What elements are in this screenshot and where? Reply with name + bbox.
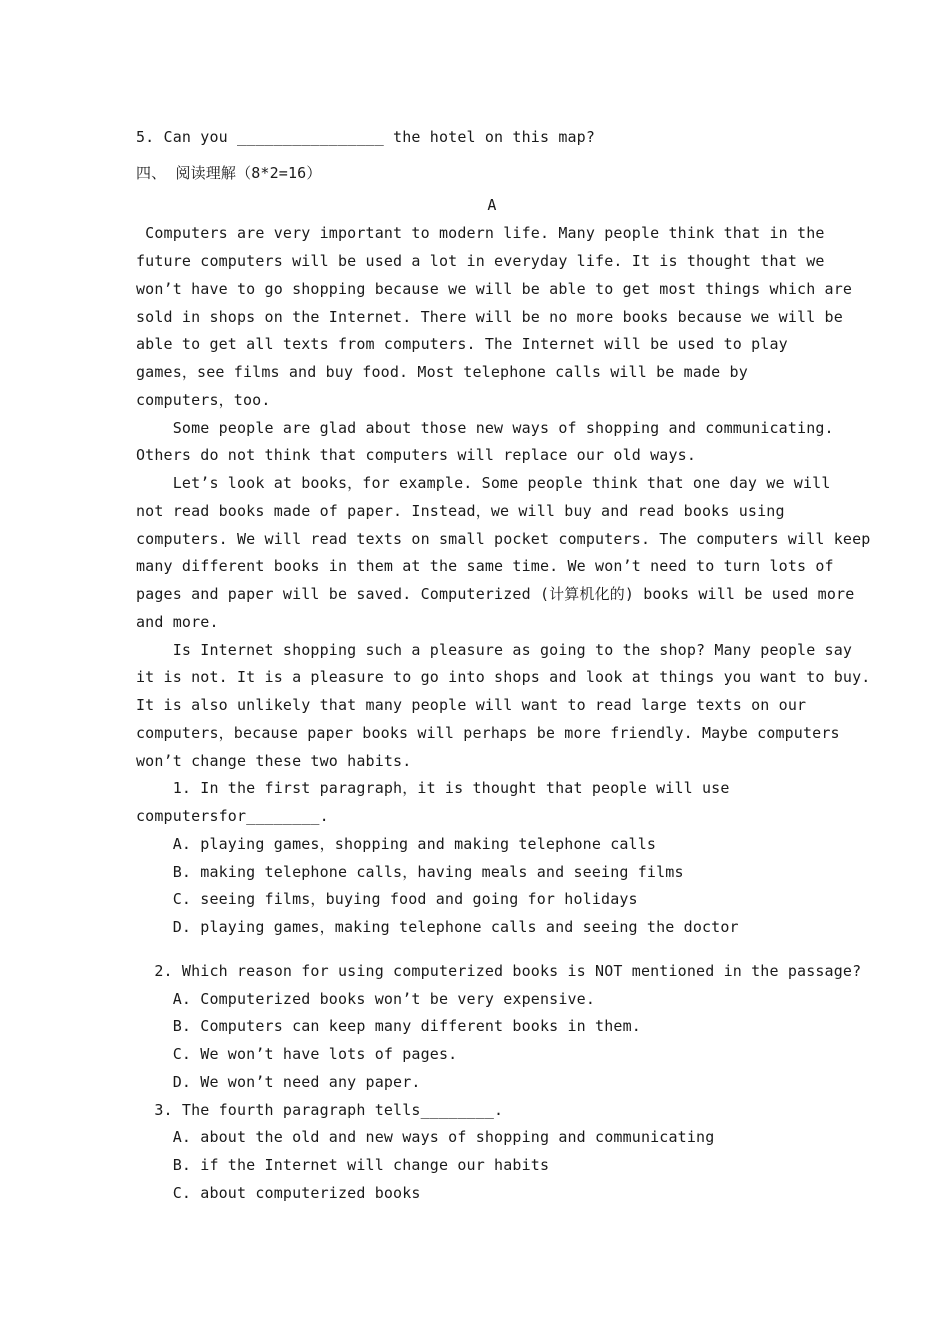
question-stem: 1. In the first paragraph，it is thought that people will use xyxy=(136,779,730,797)
passage-line: not read books made of paper. Instead，we will buy and read books using xyxy=(136,502,785,520)
answer-option: B. if the Internet will change our habits xyxy=(136,1156,550,1174)
passage-line: able to get all texts from computers. The Internet will be used to play xyxy=(136,335,788,353)
passage-line: computers. We will read texts on small pocket computers. The computers will keep xyxy=(136,530,871,548)
passage-line: and more. xyxy=(136,613,219,631)
question-stem: 3. The fourth paragraph tells________. xyxy=(136,1101,504,1119)
passage-line: Is Internet shopping such a pleasure as going to the shop? Many people say xyxy=(136,641,853,659)
passage-line: Let’s look at books，for example. Some people think that one day we will xyxy=(136,474,831,492)
answer-option: D. playing games，making telephone calls and seeing the doctor xyxy=(136,918,739,936)
answer-option: A. Computerized books won’t be very expensive. xyxy=(136,990,596,1008)
answer-option: A. about the old and new ways of shopping and communicating xyxy=(136,1128,715,1146)
passage-line: won’t have to go shopping because we will be able to get most things which are xyxy=(136,280,853,298)
passage-line: Computers are very important to modern life. Many people think that in the xyxy=(136,224,825,242)
question-stem: 2. Which reason for using computerized books is NOT mentioned in the passage? xyxy=(136,962,862,980)
passage-line: computers，because paper books will perhaps be more friendly. Maybe computers xyxy=(136,724,840,742)
answer-option: C. about computerized books xyxy=(136,1184,421,1202)
answer-option: B. making telephone calls，having meals and seeing films xyxy=(136,863,684,881)
passage-line: won’t change these two habits. xyxy=(136,752,412,770)
passage-label: A xyxy=(487,196,497,214)
answer-option: A. playing games，shopping and making telephone calls xyxy=(136,835,657,853)
passage-line: many different books in them at the same time. We won’t need to turn lots of xyxy=(136,557,834,575)
passage-line: games，see films and buy food. Most telephone calls will be made by xyxy=(136,363,748,381)
question-stem: computersfor________. xyxy=(136,807,329,825)
passage-line: it is not. It is a pleasure to go into shops and look at things you want to buy. xyxy=(136,668,871,686)
answer-option: B. Computers can keep many different books in them. xyxy=(136,1017,641,1035)
passage-line: pages and paper will be saved. Computerized (计算机化的) books will be used more xyxy=(136,585,855,603)
answer-option: C. seeing films，buying food and going for holidays xyxy=(136,890,638,908)
question-5: 5. Can you ________________ the hotel on this map? xyxy=(136,128,596,146)
passage-line: It is also unlikely that many people will want to read large texts on our xyxy=(136,696,807,714)
passage-line: Others do not think that computers will replace our old ways. xyxy=(136,446,697,464)
answer-option: D. We won’t need any paper. xyxy=(136,1073,421,1091)
answer-option: C. We won’t have lots of pages. xyxy=(136,1045,458,1063)
passage-line: sold in shops on the Internet. There will be no more books because we will be xyxy=(136,308,843,326)
passage-line: future computers will be used a lot in everyday life. It is thought that we xyxy=(136,252,825,270)
passage-line: computers，too. xyxy=(136,391,271,409)
passage-line: Some people are glad about those new ways of shopping and communicating. xyxy=(136,419,834,437)
section-heading: 四、 阅读理解（8*2=16） xyxy=(136,164,322,182)
